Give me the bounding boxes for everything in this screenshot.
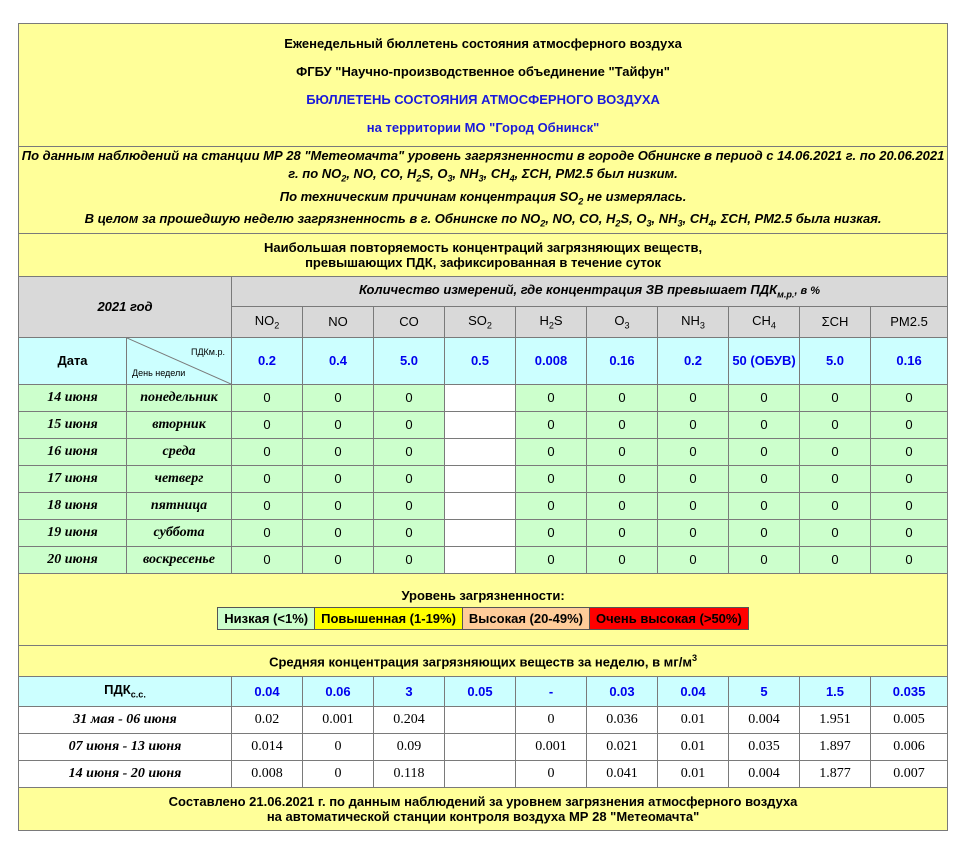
pdk-ss-row [19, 676, 948, 706]
cell-value [445, 492, 516, 519]
header-title-2: ФГБУ "Научно-производственное объединение "Тайфун" [296, 63, 670, 79]
pollutant-header: $CH_4$ [729, 306, 800, 337]
cell-value: 0 [587, 411, 658, 438]
cell-value: 0 [232, 465, 303, 492]
row-weekday: вторник [127, 411, 232, 438]
cell-value: 0.004 [729, 706, 800, 733]
summary-paragraph-1: По данным наблюдений на станции МР 28 "Метеомачта" уровень загрязненности в городе Обнинске в период с 14.06.2021 г. по 20.06.2021 г. по $NO_2$, NO, CO, $H_2S$, $O_3$, $NH_3$, $CH_4$, ΣCH, PM2.5 был низким. [21, 148, 945, 184]
pdk-ss-value: 0.035 [871, 676, 948, 706]
cell-value: 0 [374, 384, 445, 411]
row-date: 17 июня [19, 465, 127, 492]
cell-value: 0 [303, 760, 374, 787]
cell-value: 0.041 [587, 760, 658, 787]
cell-value [445, 706, 516, 733]
cell-value: 0.001 [303, 706, 374, 733]
cell-value: 0 [729, 546, 800, 573]
pdk-ss-value: 0.06 [303, 676, 374, 706]
bulletin-footer [19, 787, 948, 830]
footer-line-2: на автоматической станции контроля воздуха МР 28 "Метеомачта" [266, 808, 700, 824]
pdk-mr-value: 5.0 [800, 337, 871, 384]
summary-paragraph-2: По техническим причинам концентрация $SO_2$ не измерялась. [279, 188, 687, 207]
cell-value: 0 [729, 438, 800, 465]
pdk-ss-value: 0.04 [232, 676, 303, 706]
cell-value: 0.006 [871, 733, 948, 760]
cell-value: 0.035 [729, 733, 800, 760]
cell-value: 0 [303, 411, 374, 438]
section-title-exceedance [19, 233, 948, 276]
table-row [19, 492, 948, 519]
pollutant-header: $SO_2$ [445, 306, 516, 337]
cell-value: 0.021 [587, 733, 658, 760]
cell-value: 0 [658, 411, 729, 438]
section-title-line-2: превышающих ПДК, зафиксированная в течение суток [305, 254, 662, 270]
row-weekday: суббота [127, 519, 232, 546]
cell-value: 0 [871, 411, 948, 438]
cell-value: 0 [800, 546, 871, 573]
table-row [19, 465, 948, 492]
pdk-ss-value: 0.04 [658, 676, 729, 706]
cell-value: 0 [587, 438, 658, 465]
table-row [19, 519, 948, 546]
cell-value: 0 [587, 384, 658, 411]
cell-value: 0.036 [587, 706, 658, 733]
cell-value: 0 [516, 519, 587, 546]
date-header: Дата [19, 337, 127, 384]
row-weekday: понедельник [127, 384, 232, 411]
header-title-3: БЮЛЛЕТЕНЬ СОСТОЯНИЯ АТМОСФЕРНОГО ВОЗДУХА [306, 91, 660, 107]
row-date: 16 июня [19, 438, 127, 465]
pdk-mr-value: 50 (ОБУВ) [729, 337, 800, 384]
cell-value [445, 733, 516, 760]
header-title-4: на территории МО "Город Обнинск" [366, 119, 600, 135]
cell-value: 0 [800, 519, 871, 546]
table-row [19, 760, 948, 787]
summary-text [19, 147, 948, 234]
cell-value: 0.09 [374, 733, 445, 760]
cell-value: 0 [516, 706, 587, 733]
cell-value: 1.877 [800, 760, 871, 787]
cell-value: 1.951 [800, 706, 871, 733]
row-period: 14 июня - 20 июня [19, 760, 232, 787]
cell-value: 0 [800, 465, 871, 492]
cell-value: 0 [871, 438, 948, 465]
cell-value: 0 [516, 465, 587, 492]
cell-value: 0 [871, 519, 948, 546]
cell-value: 0 [871, 384, 948, 411]
table-row [19, 384, 948, 411]
cell-value: 0 [587, 546, 658, 573]
cell-value: 0.01 [658, 733, 729, 760]
pdk-mr-value: 0.2 [658, 337, 729, 384]
diag-label-top: ПДКм.р. [190, 346, 225, 357]
pdk-mr-value: 0.2 [232, 337, 303, 384]
cell-value: 0.007 [871, 760, 948, 787]
row-weekday: среда [127, 438, 232, 465]
cell-value: 0 [658, 465, 729, 492]
cell-value [445, 519, 516, 546]
diag-label-bottom: День недели [132, 367, 186, 378]
cell-value: 0 [303, 519, 374, 546]
pollutant-header: ΣCH [800, 306, 871, 337]
cell-value: 0 [871, 465, 948, 492]
cell-value: 0 [516, 546, 587, 573]
cell-value: 0.008 [232, 760, 303, 787]
cell-value: 0 [800, 384, 871, 411]
section-title-line-1: Наибольшая повторяемость концентраций загрязняющих веществ, [264, 239, 703, 255]
bulletin-table [18, 23, 948, 831]
cell-value: 0 [303, 733, 374, 760]
pdk-mr-value: 0.16 [587, 337, 658, 384]
pdk-ss-value: 0.05 [445, 676, 516, 706]
cell-value: 0 [587, 492, 658, 519]
cell-value: 0 [516, 411, 587, 438]
row-period: 07 июня - 13 июня [19, 733, 232, 760]
pdk-mr-value: 0.16 [871, 337, 948, 384]
bulletin-header [19, 24, 948, 147]
section-title-average: Средняя концентрация загрязняющих веществ за неделю, в $мг/м^3$ [19, 645, 948, 676]
cell-value: 0 [232, 492, 303, 519]
cell-value: 0 [303, 438, 374, 465]
cell-value: 0 [729, 465, 800, 492]
cell-value: 0 [658, 438, 729, 465]
cell-value: 0 [729, 384, 800, 411]
legend-title: Уровень загрязненности: [401, 588, 565, 604]
row-period: 31 мая - 06 июня [19, 706, 232, 733]
cell-value: 0 [232, 411, 303, 438]
cell-value [445, 411, 516, 438]
cell-value: 0 [232, 546, 303, 573]
table-row [19, 706, 948, 733]
pdk-mr-value: 5.0 [374, 337, 445, 384]
cell-value: 0 [658, 546, 729, 573]
cell-value [445, 438, 516, 465]
cell-value: 0 [374, 411, 445, 438]
row-weekday: пятница [127, 492, 232, 519]
footer-line-1: Составлено 21.06.2021 г. по данным наблюдений за уровнем загрязнения атмосферного воздуха [168, 793, 798, 809]
cell-value: 0.01 [658, 760, 729, 787]
cell-value: 0 [871, 546, 948, 573]
row-date: 18 июня [19, 492, 127, 519]
cell-value: 0 [374, 519, 445, 546]
cell-value: 0 [232, 519, 303, 546]
pdk-ss-value: 0.03 [587, 676, 658, 706]
table-row [19, 733, 948, 760]
cell-value: 0.004 [729, 760, 800, 787]
legend-item: Высокая (20-49%) [462, 608, 589, 630]
cell-value: 0 [516, 760, 587, 787]
row-date: 14 июня [19, 384, 127, 411]
table-row [19, 411, 948, 438]
summary-paragraph-3: В целом за прошедшую неделю загрязненность в г. Обнинске по $NO_2$, NO, CO, $H_2S$, $O_3$, $NH_3$, $CH_4$, ΣCH, PM2.5 была низкая. [84, 211, 882, 229]
legend-table [217, 607, 749, 630]
cell-value: 0 [800, 438, 871, 465]
cell-value [445, 760, 516, 787]
pdk-ss-value: - [516, 676, 587, 706]
pollutant-header: $NH_3$ [658, 306, 729, 337]
pdk-mr-row [19, 337, 948, 384]
legend-item: Повышенная (1-19%) [315, 608, 463, 630]
year-header: 2021 год [19, 276, 232, 337]
cell-value: 0 [587, 465, 658, 492]
cell-value [445, 546, 516, 573]
pollutant-header: $O_3$ [587, 306, 658, 337]
pollutant-header: $NO_2$ [232, 306, 303, 337]
pdk-mr-value: 0.5 [445, 337, 516, 384]
table-row [19, 438, 948, 465]
cell-value: 0 [658, 492, 729, 519]
pdk-mr-value: 0.4 [303, 337, 374, 384]
table-row [19, 546, 948, 573]
row-weekday: воскресенье [127, 546, 232, 573]
cell-value: 0 [516, 384, 587, 411]
pollutant-header: $H_2S$ [516, 306, 587, 337]
cell-value: 0.005 [871, 706, 948, 733]
pdk-ss-value: 3 [374, 676, 445, 706]
legend-item: Очень высокая (>50%) [589, 608, 748, 630]
cell-value: 0 [658, 519, 729, 546]
cell-value: 0 [374, 438, 445, 465]
cell-value: 0 [303, 492, 374, 519]
pdk-mr-value: 0.008 [516, 337, 587, 384]
cell-value: 0 [587, 519, 658, 546]
cell-value: 0 [232, 384, 303, 411]
cell-value: 0 [729, 492, 800, 519]
cell-value: 0 [374, 546, 445, 573]
daily-rows [19, 384, 948, 573]
cell-value: 0.001 [516, 733, 587, 760]
cell-value: 0.02 [232, 706, 303, 733]
row-weekday: четверг [127, 465, 232, 492]
cell-value: 1.897 [800, 733, 871, 760]
row-date: 15 июня [19, 411, 127, 438]
cell-value: 0.118 [374, 760, 445, 787]
pdk-ss-value: 1.5 [800, 676, 871, 706]
cell-value: 0 [303, 546, 374, 573]
cell-value [445, 384, 516, 411]
cell-value: 0.014 [232, 733, 303, 760]
cell-value: 0 [871, 492, 948, 519]
cell-value: 0 [303, 384, 374, 411]
pollutant-header: NO [303, 306, 374, 337]
cell-value: 0 [374, 465, 445, 492]
row-date: 20 июня [19, 546, 127, 573]
cell-value: 0 [800, 492, 871, 519]
cell-value: 0 [729, 519, 800, 546]
cell-value: 0.01 [658, 706, 729, 733]
cell-value: 0 [729, 411, 800, 438]
legend-item: Низкая (<1%) [218, 608, 315, 630]
cell-value: 0 [800, 411, 871, 438]
pollutant-header: CO [374, 306, 445, 337]
cell-value: 0.204 [374, 706, 445, 733]
pdk-ss-value: 5 [729, 676, 800, 706]
cell-value: 0 [516, 438, 587, 465]
diagonal-header-cell [127, 337, 232, 384]
cell-value: 0 [374, 492, 445, 519]
pollutant-header: PM2.5 [871, 306, 948, 337]
cell-value: 0 [232, 438, 303, 465]
cell-value [445, 465, 516, 492]
weekly-rows [19, 706, 948, 787]
row-date: 19 июня [19, 519, 127, 546]
count-header: Количество измерений, где концентрация ЗВ превышает $ПДК_{м.р.}$, в % [232, 276, 948, 306]
cell-value: 0 [303, 465, 374, 492]
header-title-1: Еженедельный бюллетень состояния атмосферного воздуха [284, 35, 682, 51]
pdk-ss-label: $ПДК_{с.с.}$ [19, 676, 232, 706]
cell-value: 0 [516, 492, 587, 519]
legend-panel [19, 573, 948, 645]
cell-value: 0 [658, 384, 729, 411]
